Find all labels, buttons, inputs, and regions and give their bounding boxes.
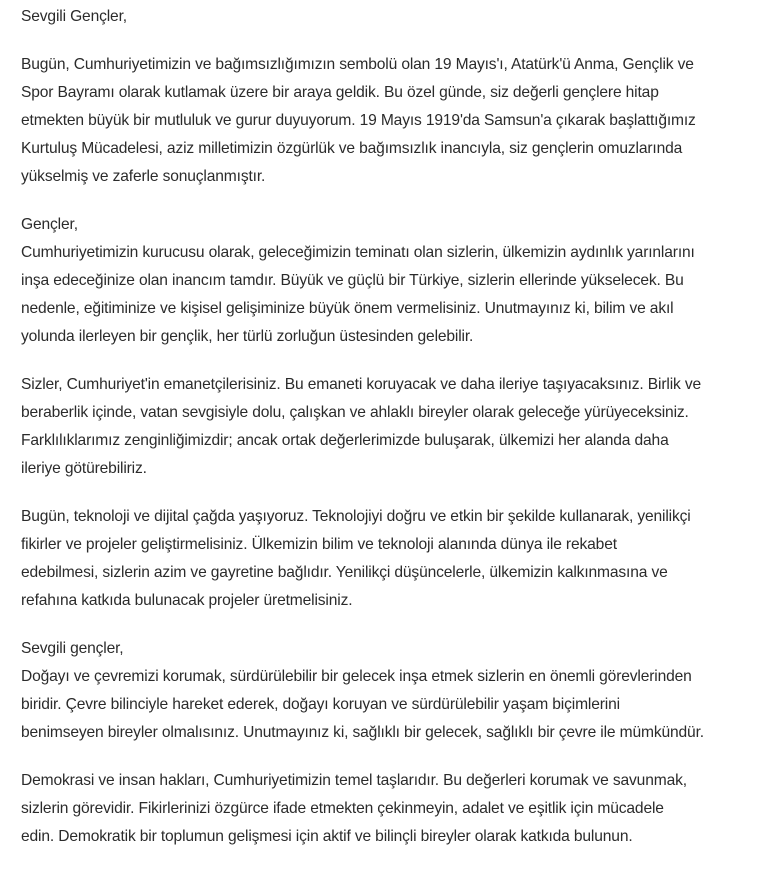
salutation: Sevgili Gençler, [21,8,127,25]
paragraph-environment: Sevgili gençler, Doğayı ve çevremizi korumak, sürdürülebilir bir gelecek inşa etmek sizlerin en önemli görevlerinden biridir. Çevre bilinciyle hareket ederek, doğayı koruyan ve sürdürülebilir yaşam biçimlerini benimseyen bireyler olmalısınız. Unutmayınız ki, sağlıklı bir gelecek, sağlıklı bir çevre ile mümkündür. [21,640,704,741]
letter-document [21,3,751,871]
paragraph-technology: Bugün, teknoloji ve dijital çağda yaşıyoruz. Teknolojiyi doğru ve etkin bir şekilde kullanarak, yenilikçi fikirler ve projeler geliştirmelisiniz. Ülkemizin bilim ve teknoloji alanında dünya ile rekabet edebilmesi, sizlerin azim ve gayretine bağlıdır. Yenilikçi düşüncelerle, ülkemizin kalkınmasına ve refahına katkıda bulunacak projeler üretmelisiniz. [21,508,691,609]
paragraph-unity: Sizler, Cumhuriyet'in emanetçilerisiniz. Bu emaneti koruyacak ve daha ileriye taşıyacaksınız. Birlik ve beraberlik içinde, vatan sevgisiyle dolu, çalışkan ve ahlaklı bireyler olarak geleceğe yürüyeceksiniz. Farklılıklarımız zenginliğimizdir; ancak ortak değerlerimizde buluşarak, ülkemizi her alanda daha ileriye götürebiliriz. [21,376,702,477]
paragraph-democracy: Demokrasi ve insan hakları, Cumhuriyetimizin temel taşlarıdır. Bu değerleri korumak ve savunmak, sizlerin görevidir. Fikirlerinizi özgürce ifade etmekten çekinmeyin, adalet ve eşitlik için mücadele edin. Demokratik bir toplumun gelişmesi için aktif ve bilinçli bireyler olarak katkıda bulunun. [21,772,687,845]
paragraph-youth: Gençler, Cumhuriyetimizin kurucusu olarak, geleceğimizin teminatı olan sizlerin, ülkemizin aydınlık yarınlarını inşa edeceğinize olan inancım tamdır. Büyük ve güçlü bir Türkiye, sizlerin ellerinde yükselecek. Bu nedenle, eğitiminize ve kişisel gelişiminize büyük önem vermelisiniz. Unutmayınız ki, bilim ve akıl yolunda ilerleyen bir gençlik, her türlü zorluğun üstesinden gelebilir. [21,216,695,345]
paragraph-intro: Bugün, Cumhuriyetimizin ve bağımsızlığımızın sembolü olan 19 Mayıs'ı, Atatürk'ü Anma, Gençlik ve Spor Bayramı olarak kutlamak üzere bir araya geldik. Bu özel günde, siz değerli gençlere hitap etmekten büyük bir mutluluk ve gurur duyuyorum. 19 Mayıs 1919'da Samsun'a çıkarak başlattığımız Kurtuluş Mücadelesi, aziz milletimizin özgürlük ve bağımsızlık inancıyla, siz gençlerin omuzlarında yükselmiş ve zaferle sonuçlanmıştır. [21,56,696,185]
